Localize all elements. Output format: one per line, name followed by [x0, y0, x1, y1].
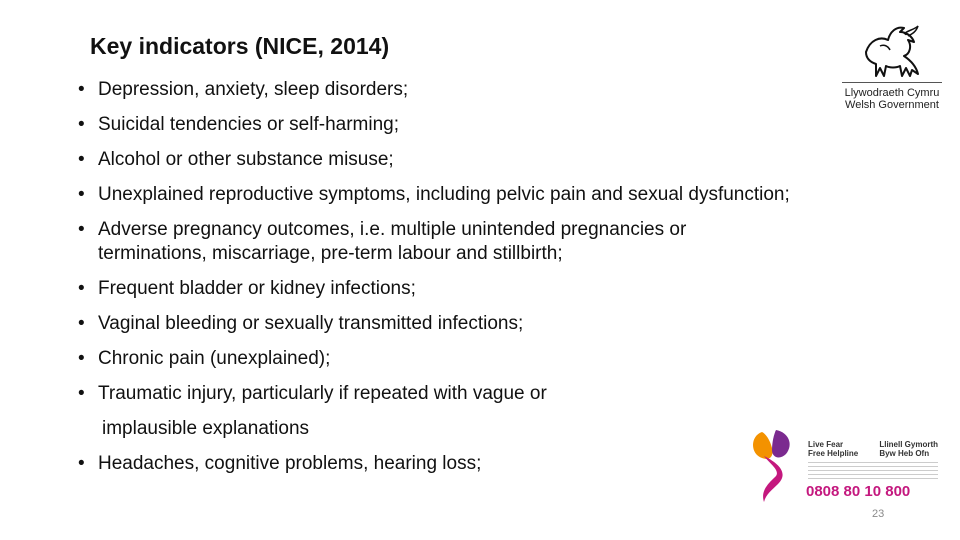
list-item	[76, 347, 796, 371]
dragon-icon	[860, 22, 924, 80]
heading-line: Live Fear	[808, 440, 844, 449]
bullet-text: Traumatic injury, particularly if repeated with vague or	[98, 383, 547, 404]
welsh-government-wordmark	[842, 82, 942, 111]
bullet-text: Vaginal bleeding or sexually transmitted infections;	[98, 313, 524, 334]
bullet-text: Depression, anxiety, sleep disorders;	[98, 79, 409, 100]
list-item	[76, 382, 796, 441]
heading-line: Llinell Gymorth	[879, 440, 938, 449]
list-item	[76, 218, 796, 266]
helpline-fine-print	[808, 462, 938, 480]
bullet-text: Suicidal tendencies or self-harming;	[98, 114, 399, 135]
bullet-text: Adverse pregnancy outcomes, i.e. multiple unintended pregnancies or terminations, miscarriage, pre-term labour and stillbirth;	[98, 219, 687, 264]
bullet-text: Headaches, cognitive problems, hearing loss;	[98, 453, 482, 474]
helpline-heading-english	[808, 440, 858, 458]
list-item	[76, 113, 796, 137]
helpline-heading-welsh	[879, 440, 938, 458]
bullet-text: Chronic pain (unexplained);	[98, 348, 331, 369]
helpline-heading	[808, 440, 938, 458]
bullet-continuation: implausible explanations	[102, 418, 310, 439]
list-item	[76, 78, 796, 102]
slide-title: Key indicators (NICE, 2014)	[90, 33, 390, 59]
heading-line: Byw Heb Ofn	[879, 449, 930, 458]
bullet-text: Frequent bladder or kidney infections;	[98, 278, 416, 299]
list-item	[76, 183, 796, 207]
indicator-list	[76, 78, 796, 487]
live-fear-free-helpline-logo	[748, 428, 938, 508]
ribbon-mark-icon	[748, 428, 804, 504]
bullet-text: Alcohol or other substance misuse;	[98, 149, 394, 170]
helpline-number: 0808 80 10 800	[806, 483, 911, 500]
list-item	[76, 452, 796, 476]
heading-line: Free Helpline	[808, 449, 859, 458]
wordmark-english: Welsh Government	[845, 99, 939, 111]
list-item	[76, 312, 796, 336]
list-item	[76, 148, 796, 172]
wordmark-welsh: Llywodraeth Cymru	[844, 87, 940, 99]
page-number: 23	[872, 508, 885, 520]
welsh-government-logo	[842, 22, 942, 122]
list-item	[76, 277, 796, 301]
bullet-text: Unexplained reproductive symptoms, including pelvic pain and sexual dysfunction;	[98, 184, 790, 205]
